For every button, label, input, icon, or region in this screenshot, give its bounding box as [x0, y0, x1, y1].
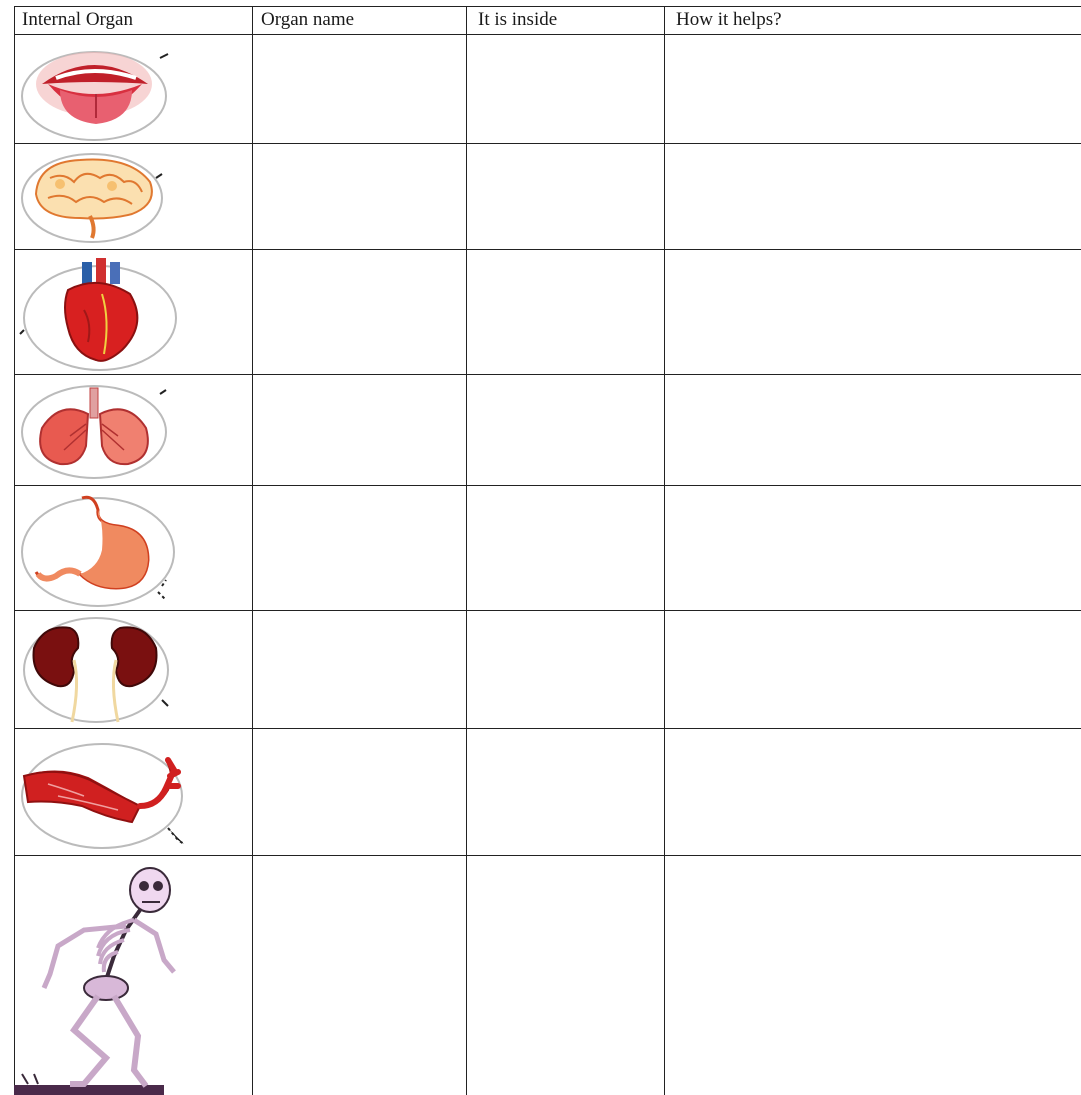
kidneys-icon	[20, 614, 175, 726]
table-row-divider	[14, 249, 1081, 250]
header-how-it-helps: How it helps?	[676, 9, 782, 30]
table-row-divider	[14, 610, 1081, 611]
table-column-divider	[466, 6, 467, 1095]
header-it-is-inside: It is inside	[478, 9, 558, 30]
arm-muscles-icon	[18, 736, 193, 851]
table-row-divider	[14, 728, 1081, 729]
skeleton-icon	[14, 860, 194, 1095]
table-row-divider	[14, 855, 1081, 856]
heart-icon	[18, 254, 178, 372]
table-column-divider	[252, 6, 253, 1095]
table-column-divider	[664, 6, 665, 1095]
table-row-divider	[14, 485, 1081, 486]
tongue-icon	[20, 40, 175, 142]
table-row-divider	[14, 374, 1081, 375]
stomach-icon	[18, 490, 178, 610]
table-row-divider	[14, 143, 1081, 144]
brain-icon	[20, 148, 170, 246]
table-header-divider	[14, 34, 1081, 35]
header-internal-organ: Internal Organ	[22, 9, 133, 30]
header-organ-name: Organ name	[261, 9, 355, 30]
lungs-icon	[20, 380, 175, 482]
table-border-top	[14, 6, 1081, 7]
